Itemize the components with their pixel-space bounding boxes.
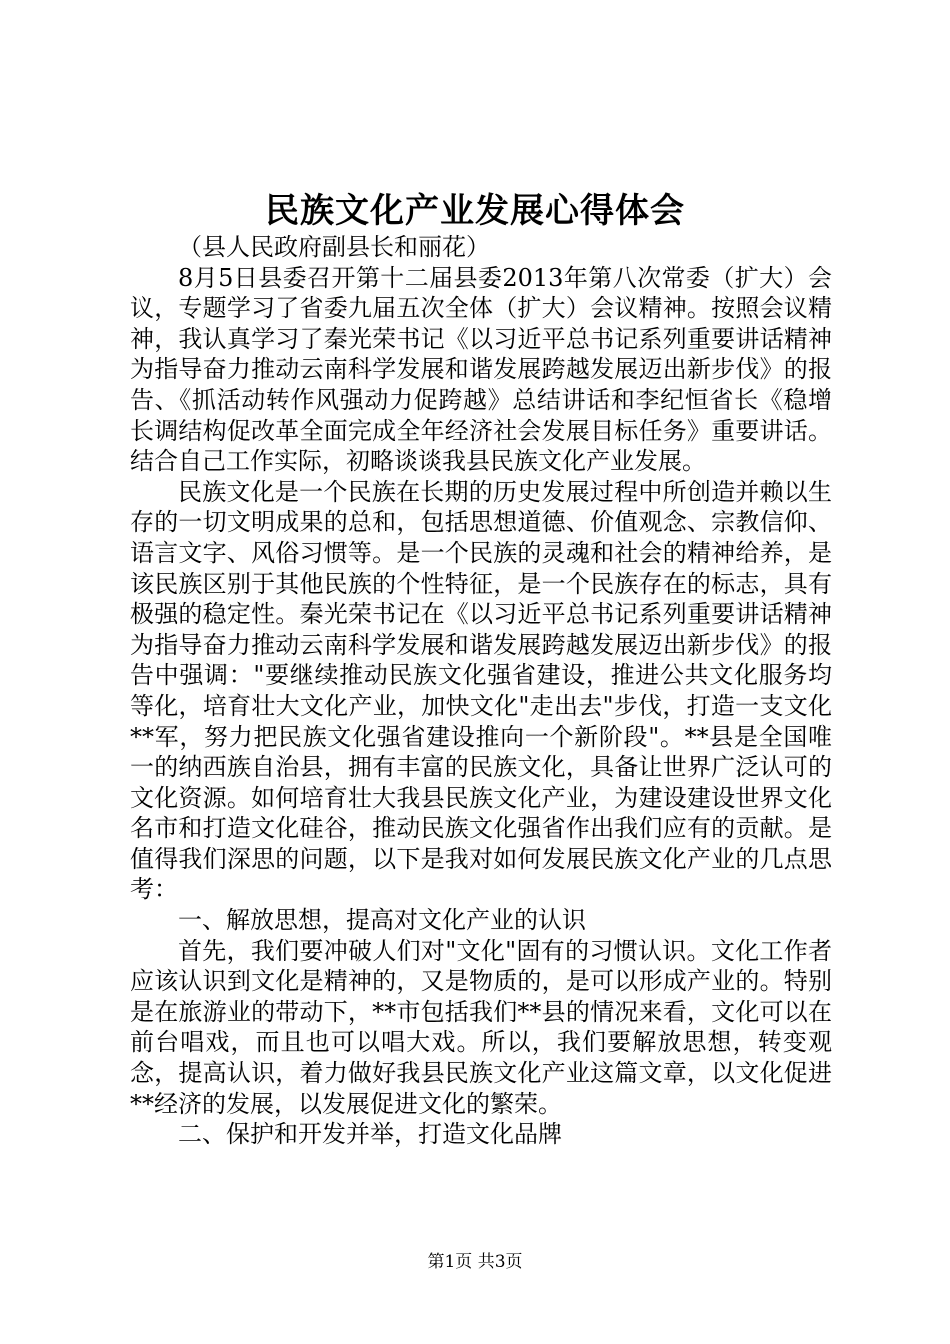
body-paragraph: 8月5日县委召开第十二届县委2013年第八次常委（扩大）会议，专题学习了省委九届五次全体（扩大）会议精神。按照会议精神，我认真学习了秦光荣书记《以习近平总书记系列重要讲话精神为指导奋力推动云南科学发展和谐发展跨越发展迈出新步伐》的报告、《抓活动转作风强动力促跨越》总结讲话和李纪恒省长《稳增长调结构促改革全面完成全年经济社会发展目标任务》重要讲话。结合自己工作实际，初略谈谈我县民族文化产业发展。 <box>130 263 832 476</box>
document-title: 民族文化产业发展心得体会 <box>265 191 685 231</box>
page-footer: 第1页 共3页 <box>427 1252 523 1272</box>
body-paragraph: 民族文化是一个民族在长期的历史发展过程中所创造并赖以生存的一切文明成果的总和，包括思想道德、价值观念、宗教信仰、语言文字、风俗习惯等。是一个民族的灵魂和社会的精神给养，是该民族区别于其他民族的个性特征，是一个民族存在的标志，具有极强的稳定性。秦光荣书记在《以习近平总书记系列重要讲话精神为指导奋力推动云南科学发展和谐发展跨越发展迈出新步伐》的报告中强调："要继续推动民族文化强省建设，推进公共文化服务均等化，培育壮大文化产业，加快文化"走出去"步伐，打造一支文化**军，努力把民族文化强省建设推向一个新阶段"。**县是全国唯一的纳西族自治县，拥有丰富的民族文化，具备让世界广泛认可的文化资源。如何培育壮大我县民族文化产业，为建设建设世界文化名市和打造文化硅谷，推动民族文化强省作出我们应有的贡献。是值得我们深思的问题，以下是我对如何发展民族文化产业的几点思考： <box>130 477 832 904</box>
body-paragraph: 首先，我们要冲破人们对"文化"固有的习惯认识。文化工作者应该认识到文化是精神的，又是物质的，是可以形成产业的。特别是在旅游业的带动下，**市包括我们**县的情况来看，文化可以在前台唱戏，而且也可以唱大戏。所以，我们要解放思想，转变观念，提高认识，着力做好我县民族文化产业这篇文章，以文化促进**经济的发展，以发展促进文化的繁荣。 <box>130 936 832 1118</box>
author-line: （县人民政府副县长和丽花） <box>178 233 490 261</box>
document-body <box>130 232 832 1150</box>
section-heading: 二、保护和开发并举，打造文化品牌 <box>178 1120 562 1149</box>
section-heading: 一、解放思想，提高对文化产业的认识 <box>178 906 586 935</box>
